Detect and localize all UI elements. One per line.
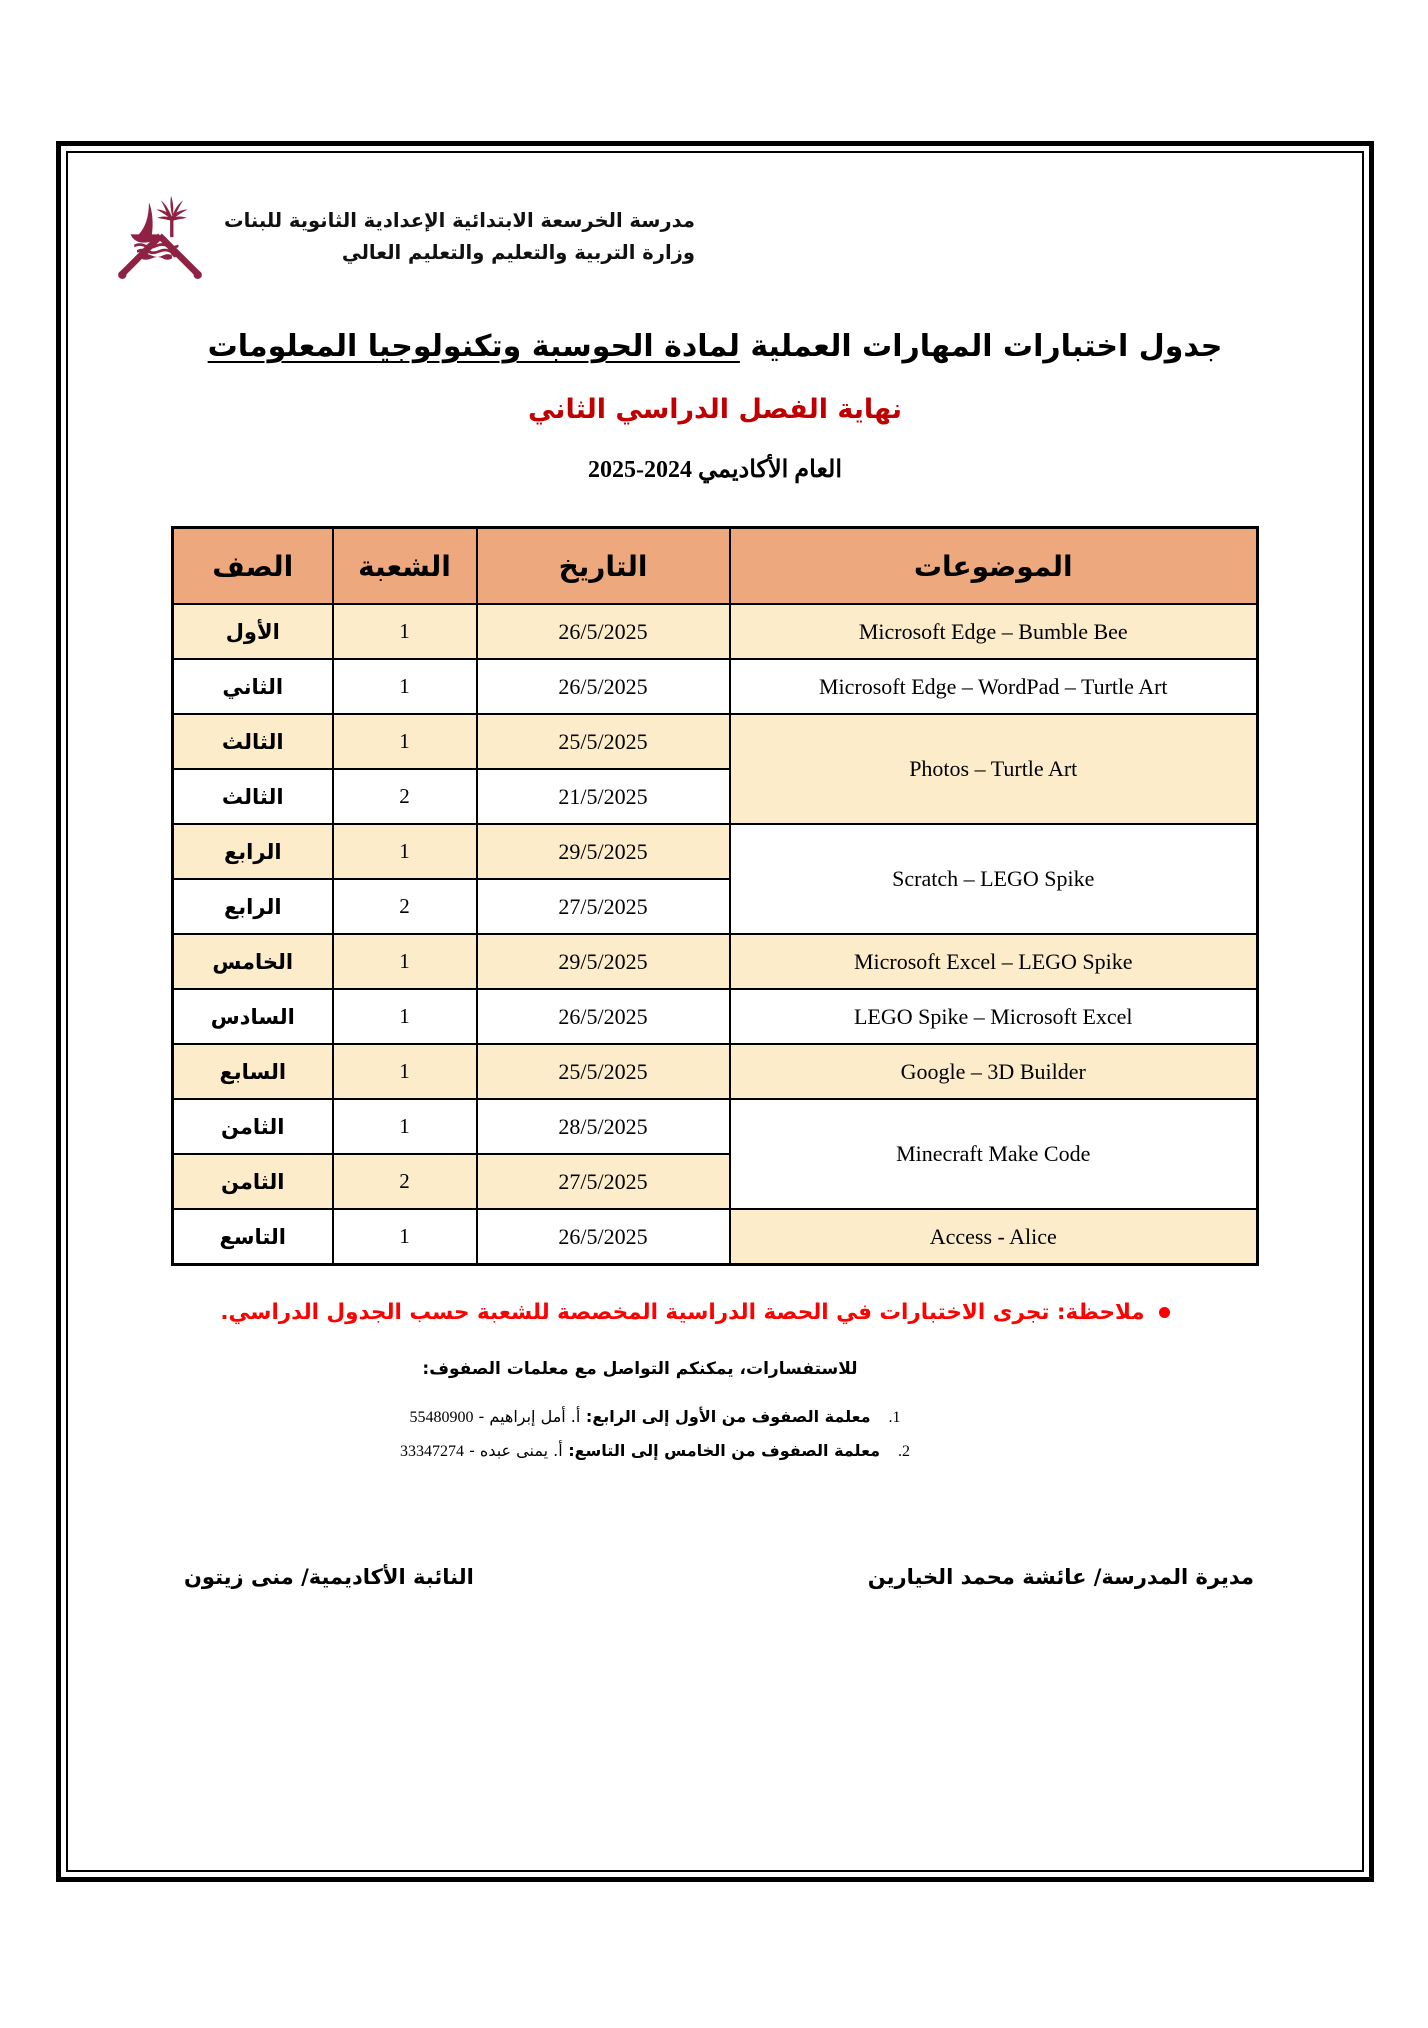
contact-list — [114, 1401, 1316, 1469]
table-row — [173, 604, 1258, 659]
academic-year: العام الأكاديمي 2024-2025 — [587, 457, 843, 483]
contact-number: 2. — [890, 1442, 910, 1460]
table-row — [173, 1209, 1258, 1265]
cell-date: 27/5/2025 — [477, 879, 730, 934]
document-title-prefix: جدول اختبارات المهارات العملية — [739, 329, 1223, 364]
cell-date: 25/5/2025 — [477, 1044, 730, 1099]
column-header-grade: الصف — [173, 528, 333, 605]
cell-date: 27/5/2025 — [477, 1154, 730, 1209]
red-bullet-icon — [1159, 1307, 1170, 1318]
table-row — [173, 989, 1258, 1044]
cell-subject: Minecraft Make Code — [730, 1099, 1258, 1209]
cell-date: 26/5/2025 — [477, 989, 730, 1044]
cell-section: 1 — [333, 824, 477, 879]
note-row — [114, 1300, 1316, 1325]
document-content — [68, 153, 1362, 1870]
contact-teacher-name: أ. يمنى عبده - — [463, 1440, 563, 1460]
exam-schedule-table — [171, 526, 1259, 1266]
cell-date: 26/5/2025 — [477, 604, 730, 659]
column-header-section: الشعبة — [333, 528, 477, 605]
contact-role: معلمة الصفوف من الخامس إلى التاسع: — [562, 1440, 880, 1460]
cell-date: 25/5/2025 — [477, 714, 730, 769]
cell-section: 1 — [333, 934, 477, 989]
document-page-inner-border — [66, 151, 1364, 1872]
cell-section: 2 — [333, 1154, 477, 1209]
document-title-underlined: لمادة الحوسبة وتكنولوجيا المعلومات — [207, 329, 740, 364]
cell-section: 1 — [333, 989, 477, 1044]
cell-date: 28/5/2025 — [477, 1099, 730, 1154]
cell-subject: Access - Alice — [730, 1209, 1258, 1265]
cell-date: 29/5/2025 — [477, 824, 730, 879]
cell-subject: Google – 3D Builder — [730, 1044, 1258, 1099]
contact-number: 1. — [880, 1409, 901, 1426]
table-row — [173, 934, 1258, 989]
cell-grade: الثالث — [173, 714, 333, 769]
contact-role: معلمة الصفوف من الأول إلى الرابع: — [580, 1407, 871, 1426]
cell-grade: الأول — [173, 604, 333, 659]
cell-section: 2 — [333, 769, 477, 824]
cell-section: 1 — [333, 659, 477, 714]
table-header-row — [173, 528, 1258, 605]
table-row — [173, 1099, 1258, 1154]
cell-grade: الرابع — [173, 824, 333, 879]
cell-subject: Microsoft Edge – WordPad – Turtle Art — [730, 659, 1258, 714]
cell-section: 1 — [333, 1209, 477, 1265]
table-body — [173, 604, 1258, 1265]
signature-school-principal: مديرة المدرسة/ عائشة محمد الخيارين — [867, 1564, 1254, 1589]
column-header-subject: الموضوعات — [730, 528, 1258, 605]
letterhead-text — [224, 193, 695, 268]
cell-section: 1 — [333, 714, 477, 769]
schedule-table-wrap — [114, 526, 1316, 1266]
contact-list-item — [114, 1401, 1316, 1435]
cell-grade: السابع — [173, 1044, 333, 1099]
table-row — [173, 659, 1258, 714]
contact-phone: 33347274 — [399, 1442, 464, 1460]
cell-subject: Photos – Turtle Art — [730, 714, 1258, 824]
cell-subject: Microsoft Excel – LEGO Spike — [730, 934, 1258, 989]
contact-phone: 55480900 — [409, 1409, 474, 1426]
document-title — [114, 329, 1316, 364]
column-header-date: التاريخ — [477, 528, 730, 605]
cell-grade: الثالث — [173, 769, 333, 824]
contact-intro: للاستفسارات، يمكنكم التواصل مع معلمات الصفوف: — [422, 1359, 858, 1379]
school-name: مدرسة الخرسعة الابتدائية الإعدادية الثانوية للبنات — [224, 209, 695, 232]
table-row — [173, 1044, 1258, 1099]
note-text: ملاحظة: تجرى الاختبارات في الحصة الدراسية المخصصة للشعبة حسب الجدول الدراسي. — [220, 1300, 1145, 1325]
cell-grade: الخامس — [173, 934, 333, 989]
cell-grade: الرابع — [173, 879, 333, 934]
cell-subject: Microsoft Edge – Bumble Bee — [730, 604, 1258, 659]
cell-date: 21/5/2025 — [477, 769, 730, 824]
cell-subject: Scratch – LEGO Spike — [730, 824, 1258, 934]
signature-academic-deputy: النائبة الأكاديمية/ منى زيتون — [184, 1564, 474, 1589]
cell-date: 26/5/2025 — [477, 1209, 730, 1265]
cell-section: 1 — [333, 604, 477, 659]
qatar-state-emblem-icon — [114, 193, 206, 285]
cell-section: 1 — [333, 1044, 477, 1099]
cell-section: 2 — [333, 879, 477, 934]
cell-grade: الثامن — [173, 1154, 333, 1209]
cell-grade: الثاني — [173, 659, 333, 714]
document-page-border — [56, 141, 1374, 1882]
signature-row — [114, 1565, 1316, 1589]
cell-grade: الثامن — [173, 1099, 333, 1154]
cell-date: 29/5/2025 — [477, 934, 730, 989]
contact-list-item — [114, 1435, 1316, 1469]
cell-subject: LEGO Spike – Microsoft Excel — [730, 989, 1258, 1044]
table-row — [173, 714, 1258, 769]
contact-teacher-name: أ. أمل إبراهيم - — [473, 1407, 581, 1426]
cell-grade: السادس — [173, 989, 333, 1044]
ministry-name: وزارة التربية والتعليم والتعليم العالي — [341, 240, 695, 264]
cell-date: 26/5/2025 — [477, 659, 730, 714]
document-subtitle: نهاية الفصل الدراسي الثاني — [527, 394, 902, 425]
cell-grade: التاسع — [173, 1209, 333, 1265]
cell-section: 1 — [333, 1099, 477, 1154]
letterhead — [114, 181, 1316, 285]
table-row — [173, 824, 1258, 879]
